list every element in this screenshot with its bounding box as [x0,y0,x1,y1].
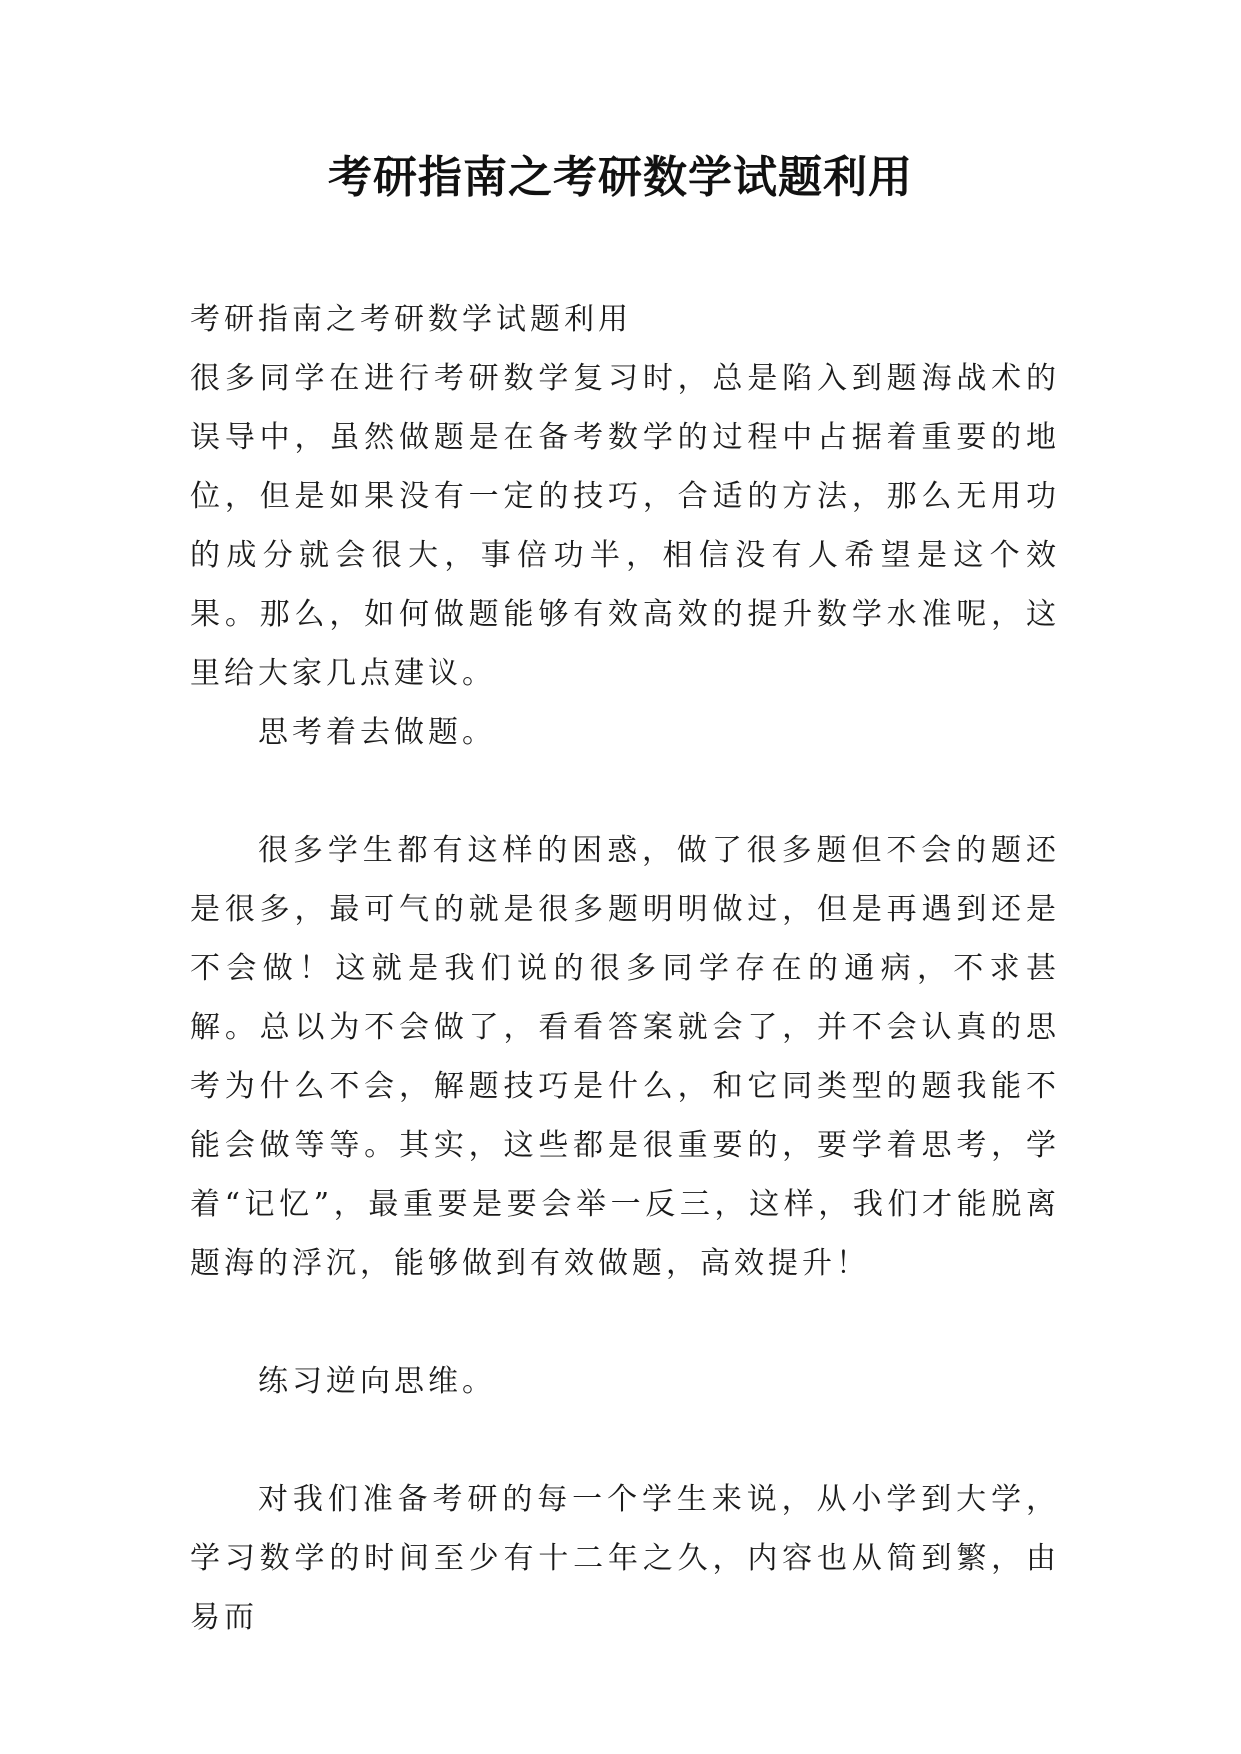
paragraph-spacer [190,1411,1060,1470]
body-paragraph-reverse: 对我们准备考研的每一个学生来说，从小学到大学，学习数学的时间至少有十二年之久，内容也从简到繁，由易而 [190,1482,1060,1635]
intro-paragraph: 很多同学在进行考研数学复习时，总是陷入到题海战术的误导中，虽然做题是在备考数学的过程中占据着重要的地位，但是如果没有一定的技巧，合适的方法，那么无用功的成分就会很大，事倍功半，相信没有人希望是这个效果。那么，如何做题能够有效高效的提升数学水准呢，这里给大家几点建议。 [190,361,1060,691]
subtitle-paragraph: 考研指南之考研数学试题利用 [190,302,632,337]
document-body [190,290,1060,1647]
paragraph-spacer [190,762,1060,821]
section-heading-reverse: 练习逆向思维。 [258,1364,496,1399]
section-heading-think: 思考着去做题。 [258,715,496,750]
paragraph-spacer [190,1293,1060,1352]
body-paragraph-think: 很多学生都有这样的困惑，做了很多题但不会的题还是很多，最可气的就是很多题明明做过，但是再遇到还是不会做！这就是我们说的很多同学存在的通病，不求甚解。总以为不会做了，看看答案就会了，并不会认真的思考为什么不会，解题技巧是什么，和它同类型的题我能不能会做等等。其实，这些都是很重要的，要学着思考，学着“记忆”，最重要是要会举一反三，这样，我们才能脱离题海的浮沉，能够做到有效做题，高效提升！ [190,833,1060,1281]
document-title: 考研指南之考研数学试题利用 [328,152,913,203]
